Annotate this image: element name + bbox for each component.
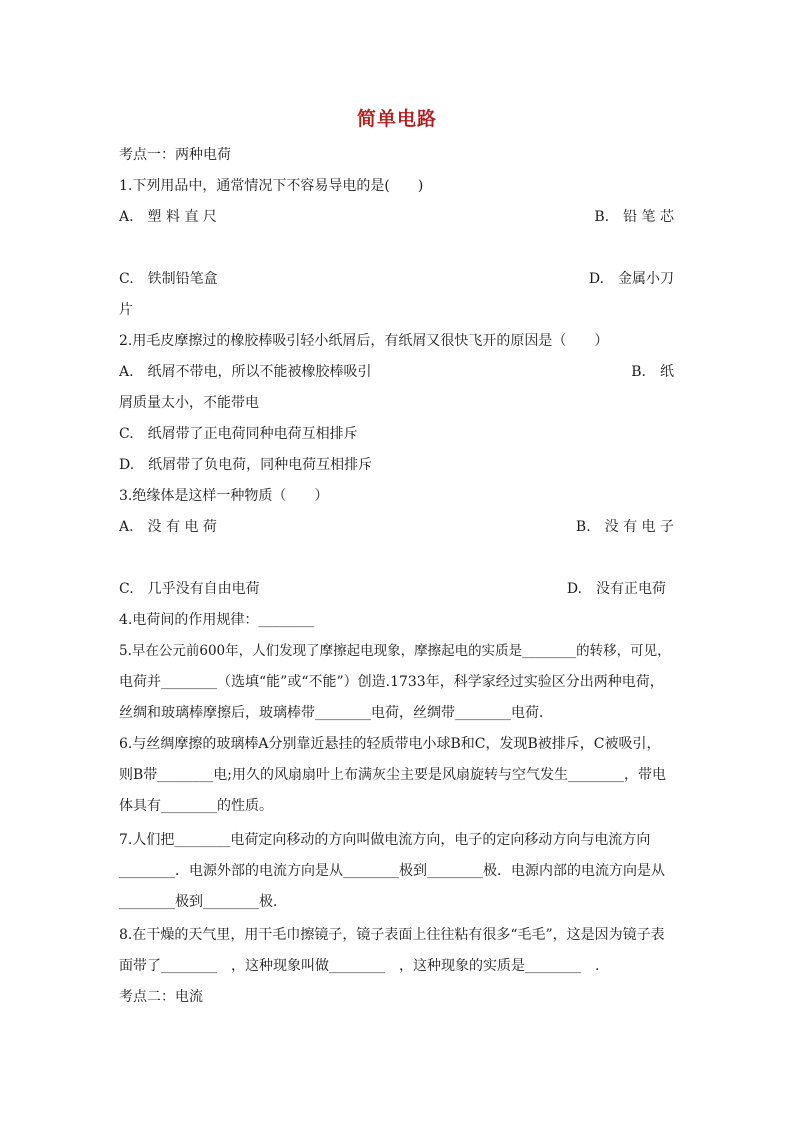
q3-option-d: D. 没有正电荷 [566,581,666,597]
question-5-line-3: 丝绸和玻璃棒摩擦后，玻璃棒带________电荷，丝绸带________电荷． [119,705,553,721]
q1-option-a: A. 塑 料 直 尺 [119,209,217,225]
question-3-stem: 3.绝缘体是这样一种物质（ ） [119,488,329,504]
q1-option-d: D. 金属小刀 [588,271,674,287]
question-4: 4.电荷间的作用规律：________ [119,612,315,628]
q2-option-b: B. 纸 [631,364,674,380]
page-title: 简单电路 [356,108,437,130]
q3-option-b: B. 没 有 电 子 [575,519,674,535]
q2-option-d: D. 纸屑带了负电荷，同种电荷互相排斥 [119,457,373,473]
question-5-line-2: 电荷并________（选填“能”或“不能”）创造.1733年，科学家经过实验区分出两种电荷， [119,674,664,690]
q1-option-d-continued: 片 [119,302,133,318]
section-heading-1: 考点一：两种电荷 [119,147,231,163]
question-6-line-1: 6.与丝绸摩擦的玻璃棒A分别靠近悬挂的轻质带电小球B和C，发现B被排斥，C被吸引， [119,736,661,752]
q2-option-a: A. 纸屑不带电，所以不能被橡胶棒吸引 [119,364,372,380]
q3-option-c: C. 几乎没有自由电荷 [119,581,260,597]
question-7-line-3: ________极到________极． [119,894,287,910]
question-8-line-2: 面带了________ ，这种现象叫做________ ，这种现象的实质是________ . [119,958,600,974]
q1-option-b: B. 铅 笔 芯 [594,209,674,225]
q1-option-c: C. 铁制铅笔盒 [119,271,218,287]
q2-option-c: C. 纸屑带了正电荷同种电荷互相排斥 [119,426,358,442]
question-6-line-3: 体具有________的性质。 [119,798,273,814]
question-2-stem: 2.用毛皮摩擦过的橡胶棒吸引轻小纸屑后，有纸屑又很快飞开的原因是（ ） [119,333,609,349]
question-8-line-1: 8.在干燥的天气里，用干毛巾擦镜子，镜子表面上往往粘有很多“毛毛”，这是因为镜子表 [119,927,665,943]
question-7-line-1: 7.人们把________电荷定向移动的方向叫做电流方向，电子的定向移动方向与电流方向 [119,832,651,848]
question-6-line-2: 则B带________电;用久的风扇扇叶上布满灰尘主要是风扇旋转与空气发生________，带电 [119,767,667,783]
q3-option-a: A. 没 有 电 荷 [119,519,217,535]
section-heading-2: 考点二：电流 [119,989,203,1005]
q2-option-b-continued: 屑质量太小，不能带电 [119,395,259,411]
question-5-line-1: 5.早在公元前600年，人们发现了摩擦起电现象，摩擦起电的实质是________的转移，可见， [119,643,671,659]
question-1-stem: 1.下列用品中，通常情况下不容易导电的是( ) [119,178,424,194]
question-7-line-2: ________．电源外部的电流方向是从________极到________极．电源内部的电流方向是从 [119,863,665,879]
